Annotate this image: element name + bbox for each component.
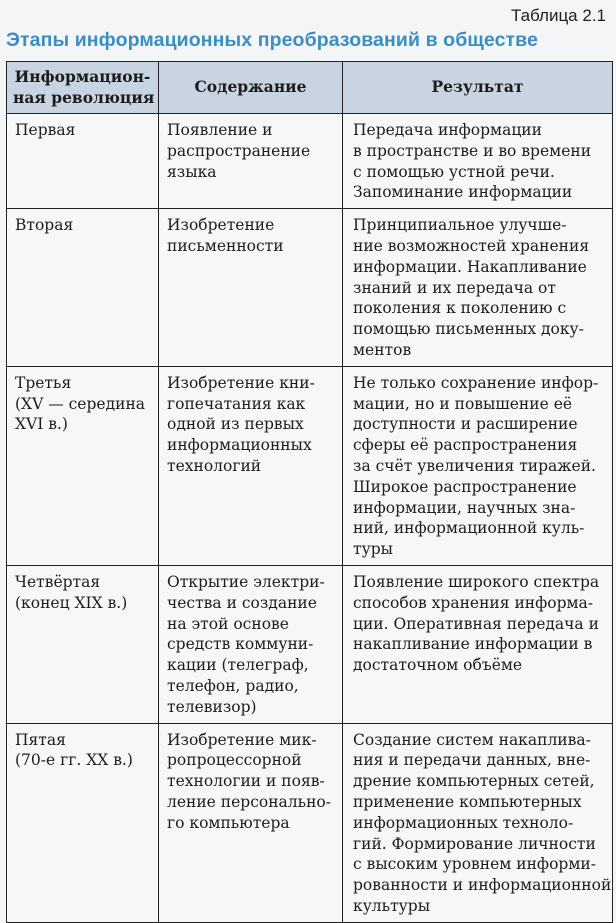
content-cell bbox=[159, 209, 343, 367]
cell-line: распространение bbox=[167, 141, 311, 160]
cell-line: Изобретение bbox=[167, 216, 275, 235]
cell-line: языка bbox=[167, 162, 217, 181]
cell-line: Изобретение кни- bbox=[167, 373, 315, 392]
cell-line: поколения к поколению с bbox=[353, 299, 567, 318]
cell-line: ния и передачи данных, вне- bbox=[353, 751, 591, 770]
content-cell bbox=[159, 565, 343, 723]
revolution-cell bbox=[7, 114, 159, 209]
cell-line: го компьютера bbox=[167, 813, 290, 832]
content-cell bbox=[159, 366, 343, 565]
cell-line: Пятая bbox=[15, 730, 66, 749]
cell-line: Появление широкого спектра bbox=[353, 572, 600, 591]
cell-line: способов хранения информа- bbox=[353, 593, 594, 612]
cell-line: ний, информационной куль- bbox=[353, 519, 585, 538]
cell-line: туры bbox=[353, 540, 393, 559]
content-cell bbox=[159, 114, 343, 209]
cell-line: Первая bbox=[15, 121, 76, 139]
revolution-cell bbox=[7, 565, 159, 723]
cell-line: информации. Накапливание bbox=[353, 257, 587, 276]
cell-line: за счёт увеличения тиражей. bbox=[353, 456, 596, 475]
cell-line: гий. Формирование личности bbox=[353, 834, 596, 853]
cell-line: Изобретение мик- bbox=[167, 730, 317, 749]
cell-line: средств коммуни- bbox=[167, 635, 314, 654]
content-cell bbox=[159, 723, 343, 922]
cell-line: письменности bbox=[167, 236, 284, 255]
revolution-cell bbox=[7, 723, 159, 922]
table-row bbox=[7, 114, 613, 209]
cell-line: Запоминание информации bbox=[353, 183, 573, 202]
cell-line: знаний и их передача от bbox=[353, 278, 556, 297]
result-cell bbox=[343, 723, 613, 922]
result-cell bbox=[343, 209, 613, 367]
cell-line: сферы её распространения bbox=[353, 436, 578, 455]
cell-line: Вторая bbox=[15, 216, 74, 235]
cell-line: с высоким уровнем информи- bbox=[353, 855, 596, 874]
cell-line: накапливание информации в bbox=[353, 635, 593, 654]
cell-line: помощью письменных доку- bbox=[353, 320, 584, 339]
cell-line: Широкое распространение bbox=[353, 477, 577, 496]
cell-line: рованности и информационной bbox=[353, 876, 612, 895]
cell-line: применение компьютерных bbox=[353, 792, 582, 811]
cell-line: технологии и появ- bbox=[167, 772, 325, 791]
cell-line: Передача информации bbox=[353, 121, 542, 139]
cell-line: кации (телеграф, bbox=[167, 656, 309, 675]
table-row bbox=[7, 209, 613, 367]
result-cell bbox=[343, 366, 613, 565]
result-cell bbox=[343, 114, 613, 209]
cell-line: XVI в.) bbox=[15, 415, 68, 434]
cell-line: технологий bbox=[167, 456, 262, 475]
cell-line: с помощью устной речи. bbox=[353, 162, 555, 181]
result-cell bbox=[343, 565, 613, 723]
column-header-result bbox=[343, 62, 613, 114]
cell-line: информационных bbox=[167, 436, 312, 455]
cell-line: одной из первых bbox=[167, 415, 304, 434]
cell-line: доступности и расширение bbox=[353, 415, 578, 434]
revolution-cell bbox=[7, 209, 159, 367]
cell-line: Открытие электри- bbox=[167, 572, 325, 591]
header-row bbox=[7, 62, 613, 114]
cell-line: телевизор) bbox=[167, 697, 257, 716]
cell-line: (XV — середина bbox=[15, 394, 146, 413]
table-title: Этапы информационных преобразований в обществе bbox=[6, 29, 538, 51]
cell-line: ропроцессорной bbox=[167, 751, 302, 770]
cell-line: в пространстве и во времени bbox=[353, 141, 592, 160]
cell-line: чества и создание bbox=[167, 593, 317, 612]
header-line: Содержание bbox=[194, 77, 307, 97]
cell-line: информации, научных зна- bbox=[353, 498, 576, 517]
header-line: ная революция bbox=[13, 87, 155, 107]
table-number-label: Таблица 2.1 bbox=[510, 6, 606, 25]
cell-line: культуры bbox=[353, 896, 431, 915]
information-revolutions-table bbox=[6, 61, 613, 923]
header-line: Информацион- bbox=[14, 67, 151, 86]
cell-line: ции. Оперативная передача и bbox=[353, 614, 599, 633]
cell-line: дрение компьютерных сетей, bbox=[353, 772, 595, 791]
cell-line: достаточном объёме bbox=[353, 656, 523, 675]
cell-line: Появление и bbox=[167, 121, 273, 139]
cell-line: мации, но и повышение её bbox=[353, 394, 573, 413]
cell-line: (конец XIX в.) bbox=[15, 593, 128, 612]
column-header-revolution bbox=[7, 62, 159, 114]
cell-line: Не только сохранение инфор- bbox=[353, 373, 599, 392]
column-header-content bbox=[159, 62, 343, 114]
cell-line: ментов bbox=[353, 340, 412, 359]
cell-line: информационных техноло- bbox=[353, 813, 574, 832]
cell-line: на этой основе bbox=[167, 614, 289, 633]
table-row bbox=[7, 565, 613, 723]
header-line: Результат bbox=[431, 77, 524, 97]
cell-line: (70-е гг. XX в.) bbox=[15, 751, 133, 770]
table-row bbox=[7, 723, 613, 922]
revolution-cell bbox=[7, 366, 159, 565]
cell-line: Третья bbox=[15, 373, 72, 392]
cell-line: телефон, радио, bbox=[167, 676, 299, 695]
cell-line: Четвёртая bbox=[15, 572, 101, 591]
cell-line: ление персонально- bbox=[167, 792, 331, 811]
cell-line: Создание систем накаплива- bbox=[353, 730, 591, 749]
cell-line: гопечатания как bbox=[167, 394, 306, 413]
cell-line: ние возможностей хранения bbox=[353, 236, 590, 255]
cell-line: Принципиальное улучше- bbox=[353, 216, 567, 235]
table-row bbox=[7, 366, 613, 565]
